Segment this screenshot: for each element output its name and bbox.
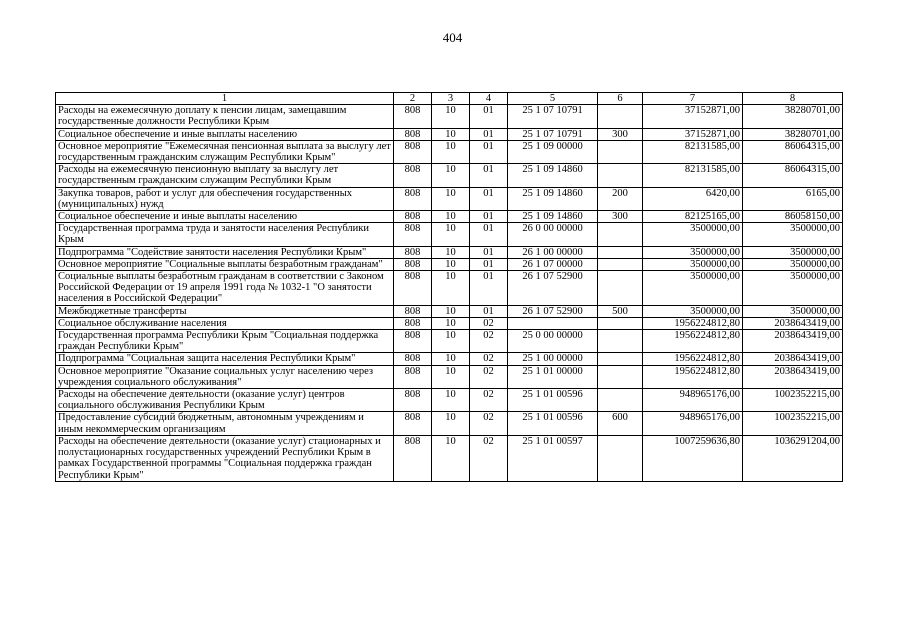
subsection-code-cell: 02 bbox=[470, 353, 508, 365]
amount-year2-cell: 2038643419,00 bbox=[743, 365, 843, 388]
section-code-cell: 10 bbox=[432, 187, 470, 210]
expense-type-cell bbox=[598, 140, 643, 163]
table-row bbox=[56, 330, 843, 353]
table-row bbox=[56, 105, 843, 128]
ministry-code-cell: 808 bbox=[394, 246, 432, 258]
amount-year2-cell: 1002352215,00 bbox=[743, 412, 843, 435]
amount-year2-cell: 3500000,00 bbox=[743, 223, 843, 246]
item-name-cell: Расходы на ежемесячную пенсионную выплату за выслугу лет государственным гражданским служащим Республики Крым bbox=[56, 164, 394, 187]
expense-type-cell bbox=[598, 246, 643, 258]
section-code-cell: 10 bbox=[432, 164, 470, 187]
amount-year2-cell: 3500000,00 bbox=[743, 305, 843, 317]
item-name-cell: Расходы на обеспечение деятельности (оказание услуг) стационарных и полустационарных государственных учреждений Республики Крым в рамках Государственной программы "Социальная поддержка граждан Республики Крым" bbox=[56, 435, 394, 481]
section-code-cell: 10 bbox=[432, 105, 470, 128]
table-row bbox=[56, 305, 843, 317]
item-name-cell: Закупка товаров, работ и услуг для обеспечения государственных (муниципальных) нужд bbox=[56, 187, 394, 210]
amount-year1-cell: 3500000,00 bbox=[643, 271, 743, 306]
expense-type-cell bbox=[598, 330, 643, 353]
target-article-cell: 25 1 09 14860 bbox=[508, 187, 598, 210]
table-row bbox=[56, 317, 843, 329]
item-name-cell: Государственная программа труда и занятости населения Республики Крым bbox=[56, 223, 394, 246]
header-cell: 6 bbox=[598, 93, 643, 105]
section-code-cell: 10 bbox=[432, 258, 470, 270]
subsection-code-cell: 02 bbox=[470, 389, 508, 412]
target-article-cell: 26 1 00 00000 bbox=[508, 246, 598, 258]
item-name-cell: Социальное обеспечение и иные выплаты населению bbox=[56, 128, 394, 140]
section-code-cell: 10 bbox=[432, 365, 470, 388]
table-header-row bbox=[56, 93, 843, 105]
section-code-cell: 10 bbox=[432, 246, 470, 258]
expense-type-cell bbox=[598, 317, 643, 329]
item-name-cell: Межбюджетные трансферты bbox=[56, 305, 394, 317]
item-name-cell: Предоставление субсидий бюджетным, автономным учреждениям и иным некоммерческим организациям bbox=[56, 412, 394, 435]
amount-year2-cell: 38280701,00 bbox=[743, 128, 843, 140]
subsection-code-cell: 02 bbox=[470, 435, 508, 481]
section-code-cell: 10 bbox=[432, 128, 470, 140]
header-cell: 7 bbox=[643, 93, 743, 105]
item-name-cell: Основное мероприятие "Социальные выплаты безработным гражданам" bbox=[56, 258, 394, 270]
amount-year1-cell: 82125165,00 bbox=[643, 211, 743, 223]
target-article-cell: 26 1 07 00000 bbox=[508, 258, 598, 270]
section-code-cell: 10 bbox=[432, 317, 470, 329]
expense-type-cell bbox=[598, 223, 643, 246]
item-name-cell: Расходы на ежемесячную доплату к пенсии лицам, замещавшим государственные должности Республики Крым bbox=[56, 105, 394, 128]
ministry-code-cell: 808 bbox=[394, 435, 432, 481]
section-code-cell: 10 bbox=[432, 223, 470, 246]
amount-year2-cell: 3500000,00 bbox=[743, 258, 843, 270]
expense-type-cell bbox=[598, 353, 643, 365]
ministry-code-cell: 808 bbox=[394, 128, 432, 140]
amount-year1-cell: 37152871,00 bbox=[643, 128, 743, 140]
subsection-code-cell: 01 bbox=[470, 223, 508, 246]
expense-type-cell bbox=[598, 105, 643, 128]
amount-year2-cell: 1002352215,00 bbox=[743, 389, 843, 412]
subsection-code-cell: 01 bbox=[470, 258, 508, 270]
table-row bbox=[56, 164, 843, 187]
item-name-cell: Подпрограмма "Социальная защита населения Республики Крым" bbox=[56, 353, 394, 365]
subsection-code-cell: 01 bbox=[470, 271, 508, 306]
subsection-code-cell: 02 bbox=[470, 330, 508, 353]
item-name-cell: Социальные выплаты безработным гражданам в соответствии с Законом Российской Федерации от 19 апреля 1991 года № 1032-1 "О занятости населения в Российской Федерации" bbox=[56, 271, 394, 306]
expense-type-cell bbox=[598, 258, 643, 270]
amount-year2-cell: 86064315,00 bbox=[743, 140, 843, 163]
amount-year2-cell: 2038643419,00 bbox=[743, 317, 843, 329]
ministry-code-cell: 808 bbox=[394, 365, 432, 388]
ministry-code-cell: 808 bbox=[394, 305, 432, 317]
section-code-cell: 10 bbox=[432, 330, 470, 353]
expense-type-cell bbox=[598, 389, 643, 412]
expense-type-cell bbox=[598, 271, 643, 306]
subsection-code-cell: 01 bbox=[470, 305, 508, 317]
section-code-cell: 10 bbox=[432, 211, 470, 223]
table-row bbox=[56, 412, 843, 435]
table-row bbox=[56, 435, 843, 481]
amount-year1-cell: 3500000,00 bbox=[643, 305, 743, 317]
subsection-code-cell: 02 bbox=[470, 365, 508, 388]
subsection-code-cell: 01 bbox=[470, 187, 508, 210]
item-name-cell: Основное мероприятие "Оказание социальных услуг населению через учреждения социального обслуживания" bbox=[56, 365, 394, 388]
expense-type-cell: 300 bbox=[598, 128, 643, 140]
amount-year2-cell: 86058150,00 bbox=[743, 211, 843, 223]
amount-year2-cell: 38280701,00 bbox=[743, 105, 843, 128]
target-article-cell: 25 1 07 10791 bbox=[508, 105, 598, 128]
section-code-cell: 10 bbox=[432, 140, 470, 163]
target-article-cell: 25 1 07 10791 bbox=[508, 128, 598, 140]
subsection-code-cell: 02 bbox=[470, 317, 508, 329]
section-code-cell: 10 bbox=[432, 435, 470, 481]
item-name-cell: Государственная программа Республики Крым "Социальная поддержка граждан Республики Крым" bbox=[56, 330, 394, 353]
section-code-cell: 10 bbox=[432, 271, 470, 306]
expense-type-cell: 500 bbox=[598, 305, 643, 317]
ministry-code-cell: 808 bbox=[394, 105, 432, 128]
table-row bbox=[56, 211, 843, 223]
ministry-code-cell: 808 bbox=[394, 140, 432, 163]
subsection-code-cell: 01 bbox=[470, 211, 508, 223]
amount-year1-cell: 82131585,00 bbox=[643, 140, 743, 163]
target-article-cell: 26 1 07 52900 bbox=[508, 305, 598, 317]
ministry-code-cell: 808 bbox=[394, 271, 432, 306]
table-row bbox=[56, 140, 843, 163]
expense-type-cell bbox=[598, 435, 643, 481]
expense-type-cell bbox=[598, 164, 643, 187]
target-article-cell: 25 1 09 14860 bbox=[508, 164, 598, 187]
ministry-code-cell: 808 bbox=[394, 412, 432, 435]
expense-type-cell bbox=[598, 365, 643, 388]
subsection-code-cell: 01 bbox=[470, 164, 508, 187]
target-article-cell: 26 0 00 00000 bbox=[508, 223, 598, 246]
amount-year1-cell: 6420,00 bbox=[643, 187, 743, 210]
amount-year1-cell: 1956224812,80 bbox=[643, 365, 743, 388]
target-article-cell: 25 0 00 00000 bbox=[508, 330, 598, 353]
target-article-cell: 25 1 01 00596 bbox=[508, 412, 598, 435]
ministry-code-cell: 808 bbox=[394, 317, 432, 329]
section-code-cell: 10 bbox=[432, 305, 470, 317]
ministry-code-cell: 808 bbox=[394, 164, 432, 187]
expense-type-cell: 300 bbox=[598, 211, 643, 223]
amount-year1-cell: 1007259636,80 bbox=[643, 435, 743, 481]
subsection-code-cell: 02 bbox=[470, 412, 508, 435]
amount-year1-cell: 1956224812,80 bbox=[643, 317, 743, 329]
amount-year2-cell: 3500000,00 bbox=[743, 246, 843, 258]
table-row bbox=[56, 365, 843, 388]
amount-year1-cell: 37152871,00 bbox=[643, 105, 743, 128]
table-row bbox=[56, 271, 843, 306]
item-name-cell: Основное мероприятие "Ежемесячная пенсионная выплата за выслугу лет государственным гражданским служащим Республики Крым" bbox=[56, 140, 394, 163]
amount-year1-cell: 1956224812,80 bbox=[643, 353, 743, 365]
amount-year1-cell: 1956224812,80 bbox=[643, 330, 743, 353]
amount-year2-cell: 6165,00 bbox=[743, 187, 843, 210]
budget-table bbox=[55, 92, 843, 482]
ministry-code-cell: 808 bbox=[394, 330, 432, 353]
amount-year2-cell: 2038643419,00 bbox=[743, 353, 843, 365]
target-article-cell: 25 1 09 14860 bbox=[508, 211, 598, 223]
table-row bbox=[56, 128, 843, 140]
header-cell: 4 bbox=[470, 93, 508, 105]
amount-year2-cell: 1036291204,00 bbox=[743, 435, 843, 481]
ministry-code-cell: 808 bbox=[394, 258, 432, 270]
target-article-cell: 25 1 01 00596 bbox=[508, 389, 598, 412]
target-article-cell bbox=[508, 317, 598, 329]
subsection-code-cell: 01 bbox=[470, 140, 508, 163]
table-row bbox=[56, 246, 843, 258]
header-cell: 5 bbox=[508, 93, 598, 105]
expense-type-cell: 200 bbox=[598, 187, 643, 210]
header-cell: 8 bbox=[743, 93, 843, 105]
amount-year2-cell: 3500000,00 bbox=[743, 271, 843, 306]
table-row bbox=[56, 258, 843, 270]
target-article-cell: 25 1 01 00000 bbox=[508, 365, 598, 388]
ministry-code-cell: 808 bbox=[394, 223, 432, 246]
section-code-cell: 10 bbox=[432, 389, 470, 412]
item-name-cell: Социальное обслуживание населения bbox=[56, 317, 394, 329]
table-row bbox=[56, 187, 843, 210]
table-row bbox=[56, 353, 843, 365]
ministry-code-cell: 808 bbox=[394, 353, 432, 365]
amount-year2-cell: 2038643419,00 bbox=[743, 330, 843, 353]
item-name-cell: Расходы на обеспечение деятельности (оказание услуг) центров социального обслуживания Республики Крым bbox=[56, 389, 394, 412]
section-code-cell: 10 bbox=[432, 353, 470, 365]
amount-year1-cell: 948965176,00 bbox=[643, 389, 743, 412]
header-cell: 2 bbox=[394, 93, 432, 105]
item-name-cell: Подпрограмма "Содействие занятости населения Республики Крым" bbox=[56, 246, 394, 258]
target-article-cell: 25 1 09 00000 bbox=[508, 140, 598, 163]
page-number: 404 bbox=[442, 30, 463, 45]
amount-year2-cell: 86064315,00 bbox=[743, 164, 843, 187]
header-cell: 3 bbox=[432, 93, 470, 105]
target-article-cell: 26 1 07 52900 bbox=[508, 271, 598, 306]
amount-year1-cell: 82131585,00 bbox=[643, 164, 743, 187]
amount-year1-cell: 3500000,00 bbox=[643, 258, 743, 270]
table-row bbox=[56, 389, 843, 412]
subsection-code-cell: 01 bbox=[470, 105, 508, 128]
expense-type-cell: 600 bbox=[598, 412, 643, 435]
target-article-cell: 25 1 01 00597 bbox=[508, 435, 598, 481]
table-body bbox=[56, 105, 843, 482]
target-article-cell: 25 1 00 00000 bbox=[508, 353, 598, 365]
section-code-cell: 10 bbox=[432, 412, 470, 435]
ministry-code-cell: 808 bbox=[394, 389, 432, 412]
amount-year1-cell: 3500000,00 bbox=[643, 246, 743, 258]
header-cell: 1 bbox=[56, 93, 394, 105]
ministry-code-cell: 808 bbox=[394, 211, 432, 223]
subsection-code-cell: 01 bbox=[470, 246, 508, 258]
amount-year1-cell: 3500000,00 bbox=[643, 223, 743, 246]
amount-year1-cell: 948965176,00 bbox=[643, 412, 743, 435]
item-name-cell: Социальное обеспечение и иные выплаты населению bbox=[56, 211, 394, 223]
subsection-code-cell: 01 bbox=[470, 128, 508, 140]
table-row bbox=[56, 223, 843, 246]
ministry-code-cell: 808 bbox=[394, 187, 432, 210]
